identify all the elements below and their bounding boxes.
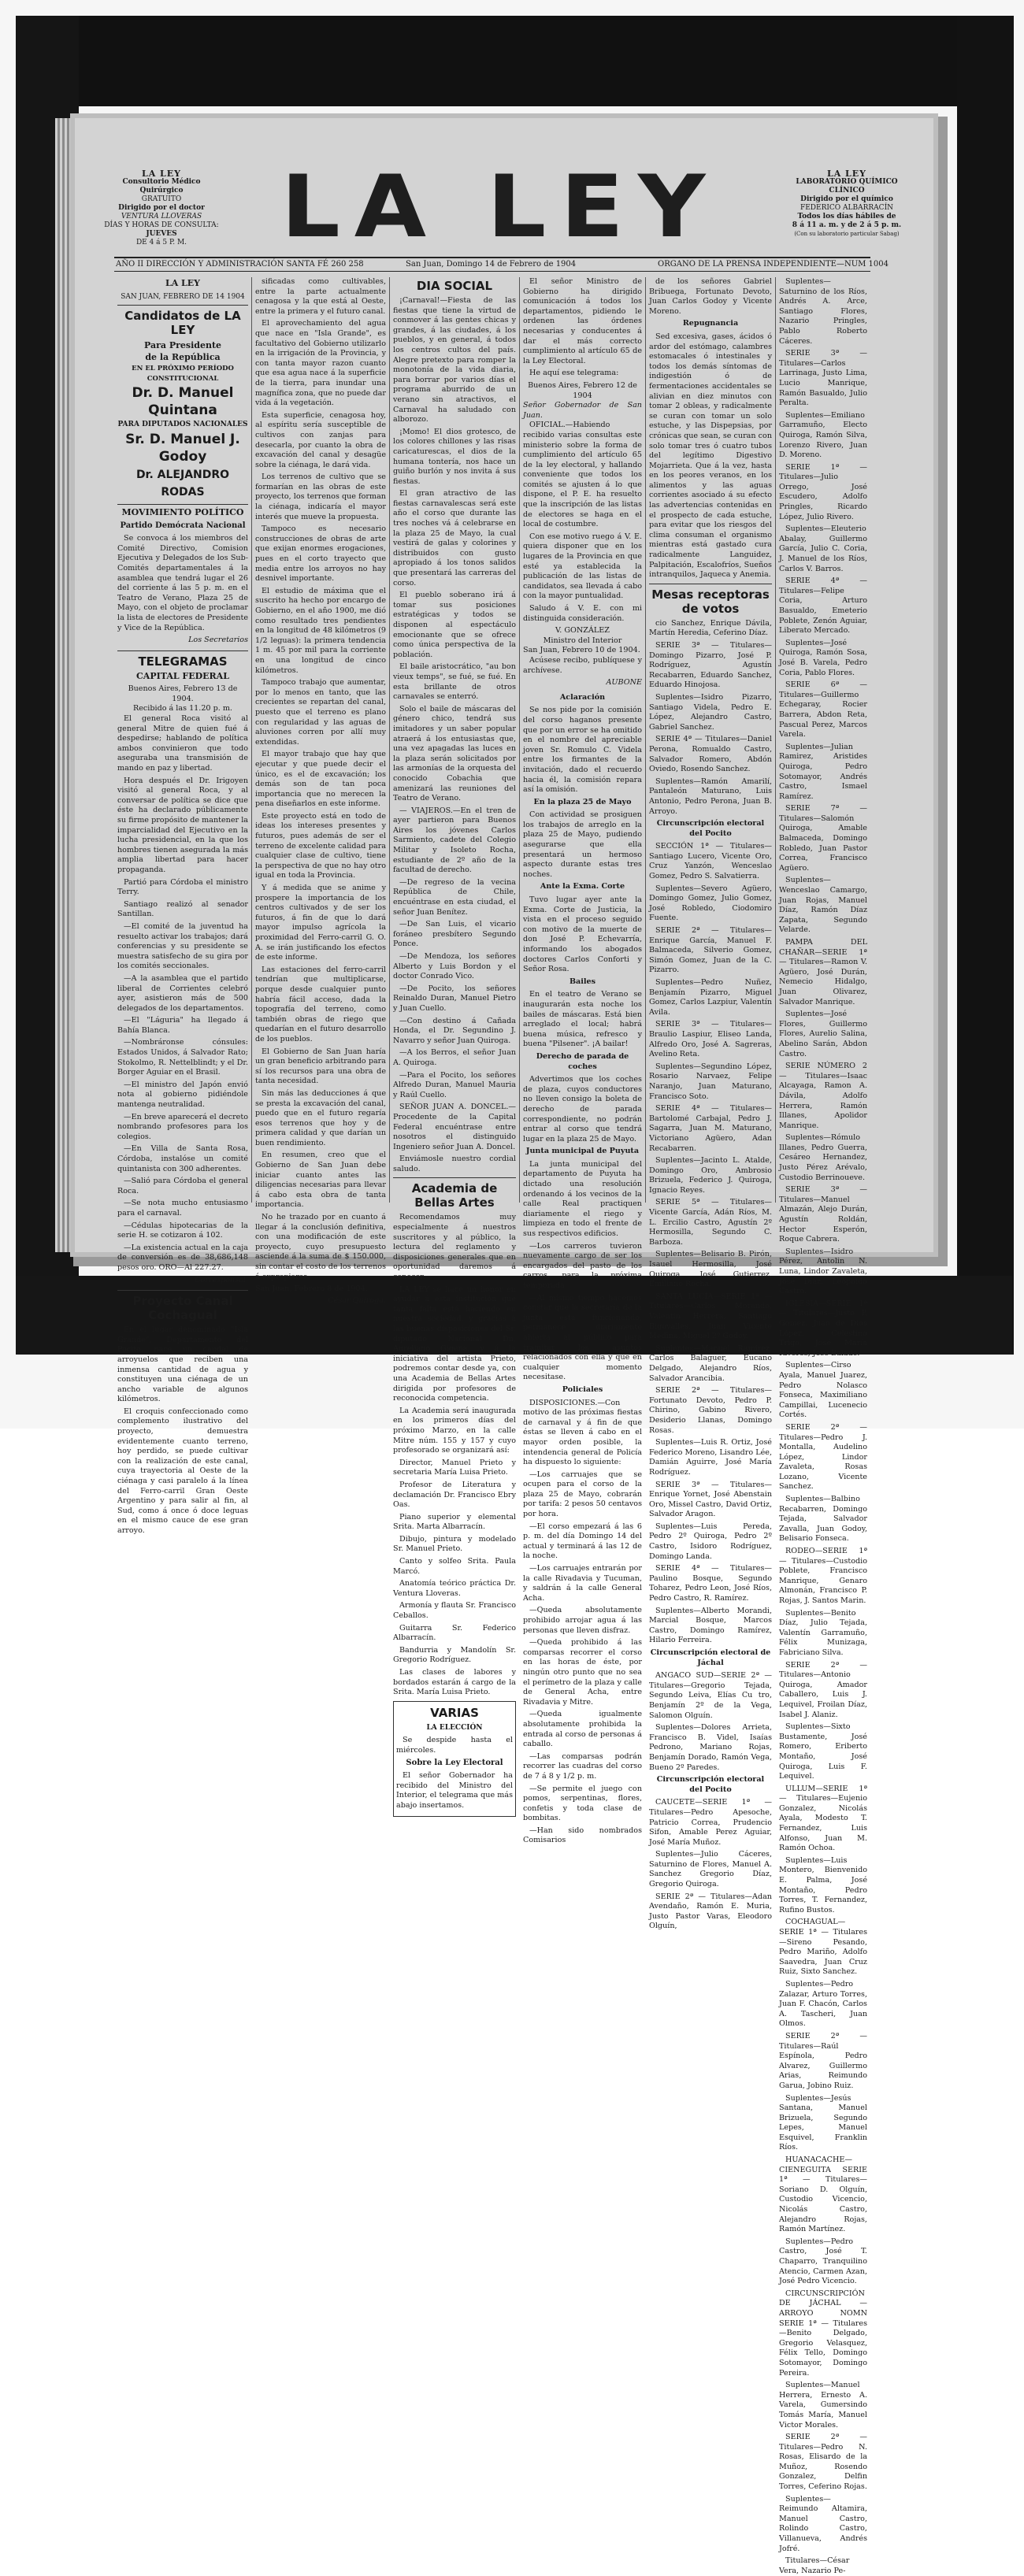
column-4 (520, 277, 646, 1845)
ear-left-title: LA LEY (141, 169, 182, 179)
ear-left-line: JUEVES (146, 230, 177, 238)
paragraph: Suplentes—Julian Ramirez, Aristides Quiroga, Pedro Sotomayor, Andrés Castro, Ismael Ramírez. (779, 742, 867, 801)
paragraph: —De San Luis, el vicario foráneo presbítero Segundo Ponce. (393, 920, 516, 949)
ear-left-line: Consultorio Médico Quirúrgico (122, 178, 201, 195)
paragraph: Suplentes—Jacinto L. Atalde, Domingo Oro, Ambrosio Brizuela, Federico J. Quiroga, Ignacio Reyes. (649, 1156, 772, 1195)
paragraph: La Academia será inaugurada en los primeros días del próximo Marzo, en la calle Mitre núm. 155 y 157 y cuyo profesorado se organizará así: (393, 1406, 516, 1455)
paragraph: Hora después el Dr. Irigoyen visitó al general Roca, y al conversar de política se dice que éste ha declarado públicamente su firme propósito de mantener la imparcialidad del Ejecutivo en la lucha presidencial, en la que los hombres tienen asegurada la más amplia libertad para hacer propaganda. (117, 776, 248, 874)
article-heading: MOVIMIENTO POLÍTICO (121, 506, 244, 517)
paragraph: Tampoco trabajo que aumentar, por lo menos en tanto, que las crecientes se repartan del canal, puesto que el terreno es plano con regularidad y las aguas de aluviones corren por allí muy extendidas. (255, 678, 386, 747)
paragraph: Suplentes—Alberto Morandi, Marcial Bosque, Marcos Castro, Domingo Ramírez, Hilario Ferreira. (649, 1606, 772, 1645)
paragraph: El señor Gobernador ha recibido del Ministro del Interior, el telegrama que más abajo insertamos. (396, 1771, 513, 1810)
article-heading: Policiales (562, 1384, 603, 1394)
ear-right-line: Todos los días hábiles de (797, 213, 896, 221)
paragraph: —El "Láguria" ha llegado á Bahía Blanca. (117, 1016, 248, 1035)
divider (117, 305, 248, 306)
paragraph: Suplentes—Julio Cáceres, Saturnino de Flores, Manuel A. Sanchez Gregorio Díaz, Gregorio Quiroga. (649, 1850, 772, 1889)
paragraph: COCHAGUAL—SERIE 1ª — Titulares—Sireno Pesando, Pedro Mariño, Adolfo Saavedra, Juan Cruz Ruiz, Sixto Sanchez. (779, 1918, 867, 1977)
paragraph: Partió para Córdoba el ministro Terry. (117, 877, 248, 897)
paragraph: Este proyecto está en todo de ideas los intereses presentes y futuros, pues además de ser el terreno de excelente calidad para cualquier clase de cultivo, tiene la perspectiva de que no hay otro igual en toda la Provincia. (255, 811, 386, 880)
paragraph: SERIE 2ª — Titulares—Pedro N. Rosas, Elisardo de la Muñoz, Rosendo Gonzalez, Delfin Torres, Ceferino Rojas. (779, 2433, 867, 2492)
paragraph: —A la asamblea que el partido liberal de Corrientes celebró ayer, asistieron más de 500 delegados de los departamentos. (117, 973, 248, 1013)
paragraph: HUANACACHE—CIENEGUITA SERIE 1ª — Titulares—Soriano D. Olguín, Custodio Vicencio, Nicolás Castro, Alejandro Rojas, Ramón Martínez. (779, 2155, 867, 2234)
article-subheading: Sobre la Ley Electoral (406, 1758, 503, 1767)
paragraph: SERIE 2ª — Titulares—Pedro J. Montalla, Audelino López, Lindor Zavaleta, Rosas Lozano, Vicente Sanchez. (779, 1422, 867, 1492)
paragraph: SERIE 3ª — Titulares—Manuel Almazán, Alejo Durán, Agustín Roldán, Hector Esperón, Roque Cabrera. (779, 1185, 867, 1244)
ear-right-line: LABORATORIO QUÍMICO CLÍNICO (796, 178, 898, 195)
paragraph: Dibujo, pintura y modelado Sr. Manuel Prieto. (393, 1534, 516, 1554)
dateline-left: AÑO II DIRECCIÓN Y ADMINISTRACIÓN SANTA FÉ 260 258 (116, 260, 364, 269)
paragraph: —Queda igualmente absolutamente prohibida la entrada al corso de personas á caballo. (523, 1710, 642, 1749)
divider (393, 1177, 516, 1178)
paragraph: Suplentes—Isidro Pérez, Antolin N. Luna, Lindor Zavaleta, José Díaz, Leopoldo Castro. (779, 1247, 867, 1296)
paragraph: —Nombráronse cónsules: Estados Unidos, á Salvador Rato; Stokolmo, R. Nettelblindt; y el Dr. Borger Aguiar en el Brasil. (117, 1038, 248, 1077)
paragraph: de los señores Gabriel Bribuega, Fortunato Devoto, Juan Carlos Godoy y Vicente Moreno. (649, 277, 772, 316)
paragraph: El baile aristocrático, "au bon vieux temps", se fué, se fué. En esta brillante de otros carnavales se enterró. (393, 662, 516, 702)
paragraph: Director, Manuel Prieto y secretaria María Luisa Prieto. (393, 1458, 516, 1477)
paragraph: —Cédulas hipotecarias de la serie H. se cotizaron á 102. (117, 1221, 248, 1240)
paragraph: Suplentes—Ramón Amarilí, Pantaleón Maturano, Luis Antonio, Pedro Perona, Juan B. Arroyo. (649, 777, 772, 816)
article-heading: En la plaza 25 de Mayo (533, 797, 632, 806)
paragraph: Profesor de Literatura y declamación Dr. Francisco Ebry Oas. (393, 1480, 516, 1510)
ear-left-line: DE 4 á 5 P. M. (135, 239, 187, 246)
paragraph: SERIE 2ª — Titulares—Fortunato Devoto, Pedro P. Chirino, Gabino Rivero, Desiderio Llanas, Domingo Rosas. (649, 1386, 772, 1435)
paragraph: Piano superior y elemental Srita. Marta Albarracín. (393, 1512, 516, 1532)
paragraph: Suplentes—Pedro Castro, José T. Chaparro, Tranquilino Atencio, Carmen Azan, José Pedro Vicencio. (779, 2237, 867, 2286)
paragraph: Tuvo lugar ayer ante la Exma. Corte de Justicia, la vista en el proceso seguido con motivo de la muerte de don José P. Echevarría, informando los abogados doctores Carlos Conforti y Señor Rosa. (523, 895, 642, 974)
paragraph: El mayor trabajo que hay que ejecutar y que puede decir el único, es el de excavación; los demás son de tan poca importancia que no merecen la pena diseñarlos en este informe. (255, 750, 386, 809)
article-heading: Proyecto Canal Cochagual (132, 1294, 233, 1323)
paragraph: Armonía y flauta Sr. Francisco Ceballos. (393, 1601, 516, 1621)
article-heading: Circunscripción electoral del Pocito (656, 1775, 765, 1794)
ear-left-line: GRATUITO (141, 195, 182, 203)
paragraph: SERIE 5ª — Titulares—Vicente García, Adán Ríos, M. L. Ercilio Castro, Agustín 2º Hermosilla, Segundo C. Barboza. (649, 1198, 772, 1247)
paragraph: SANTA LUCÍA—SERIE 1ª — Titulares—Carlos Morando, Valentín Herrera, Santiago Bigovalles, Juan Vicente Medina, Miguel 2º Godoy. (649, 1292, 772, 1341)
paragraph: ¡Carnaval!—Fiesta de las fiestas que tiene la virtud de conmover á las gentes chicas y grandes, á las ciudades, á los pueblos, y en general, á todos los centros cultos del país. Alegre pretexto para romper la monotonía de la vida diaria, para borrar por varios días el programa aburrido de un verano sin atractivos, el Carnaval ha saludado con alborozo. (393, 296, 516, 424)
paragraph: CAUCETE—SERIE 1ª — Titulares—Pedro Apesoche, Patricio Correa, Prudencio Sifon, Amable Perez Aguiar, José María Muñoz. (649, 1798, 772, 1847)
paragraph: SEÑOR JUAN A. DONCEL.—Procedente de la Capital Federal encuéntrase entre nosotros el distinguido Ingeniero señor Juan A. Doncel. (393, 1103, 516, 1151)
column-5 (646, 277, 776, 1931)
paragraph: Suplentes—Luis Pereda, Pedro 2º Quiroga, Pedro 2º Castro, Isidoro Rodríguez, Domingo Landa. (649, 1522, 772, 1561)
paragraph: Suplentes—Severo Agüero, Domingo Gomez, Julio Gomez, José Robledo, Ciodomiro Fuente. (649, 884, 772, 923)
paragraph: OFICIAL.—Habiendo recibido varias consultas este ministerio sobre la forma de cumplimiento del artículo 65 de la ley electoral, y hallando conveniente que todos los comités se ajusten á lo que dispone, el P. E. ha resuelto que la inscripción de las listas de electores se haga en el local de costumbre. (523, 421, 642, 529)
paragraph: cio Sanchez, Enrique Dávila, Martín Heredia, Ceferino Díaz. (649, 618, 772, 638)
section-heading: LA LEY (165, 278, 201, 288)
paragraph: —Los carruajes entrarán por la calle Rivadavia y Tucuman, y saldrán á la calle General Acha. (523, 1564, 642, 1603)
signature-title: Ministro del Interior (543, 636, 622, 645)
article-subheading: Partido Demócrata Nacional (120, 521, 246, 530)
article-subheading: CAPITAL FEDERAL (136, 670, 229, 681)
paragraph: SERIE 4ª — Titulares—Daniel Perona, Romualdo Castro, Salvador Romero, Abdón Oviedo, Rosendo Sanchez. (649, 735, 772, 774)
paragraph: —En Villa de Santa Rosa, Córdoba, instalóse un comité quintanista con 300 adherentes. (117, 1144, 248, 1173)
paragraph: Suplentes—Luis Montero, Bienvenido E. Palma, José Montaño, Pedro Torres, T. Fernandez, Rufino Bustos. (779, 1855, 867, 1914)
paragraph: El croquis confeccionado como complemento ilustrativo del proyecto, demuestra evidentemente cuanto terreno, hoy perdido, se puede cultivar con la realización de este canal, cuya trayectoria al Oeste de la ciénaga y casi paralelo á la línea del Ferro-carril Gran Oeste Argentino y para salir al fin, al Sud, como á once ó doce leguas en el mismo cauce de ese gran arroyo. (117, 1407, 248, 1535)
ear-left-line: VENTURA LLOVERAS (121, 213, 202, 221)
dateline: San Juan, Febrero 10 de 1904. (523, 646, 640, 655)
divider (117, 650, 248, 651)
paragraph: Sed excesiva, gases, ácidos ó ardor del estómago, calambres estomacales ó intestinales y todos los demás síntomas de indigestión ó de fermentaciones accidentales se alivian en diez minutos con tomar 2 obleas, y radicalmente se curan con tomar un solo estuche, y las Dispepsias, por crónicas que sean, se curan con solo tomar tres ó cuatro tubos del legítimo Digestivo Mojarrieta. Que á la vez, hasta en los peores veranos, en los alimentos y las aguas corrientes asociado á su efecto las advertencias contenidas en el prospecto de cada estuche, para evitar que los riesgos del clima consuman el organismo mientras está gastado cura radicalmente Languidez, Palpitación, Escalofríos, Sueños intranquilos, Jaqueca y Anemia. (649, 332, 772, 580)
paragraph: Enviámosle nuestro cordial saludo. (393, 1155, 516, 1173)
paragraph: Bandurria y Mandolín Sr. Gregorio Rodríguez. (393, 1645, 516, 1665)
ear-right-title: LA LEY (826, 169, 867, 179)
paragraph: —En breve aparecerá el decreto nombrando profesores para los colegios. (117, 1112, 248, 1141)
film-border-right (957, 16, 1014, 1355)
paragraph: —A los Berros, el señor Juan A. Quiroga. (393, 1048, 516, 1067)
paragraph: Guitarra Sr. Federico Albarracín. (393, 1623, 516, 1643)
paragraph: El gran atractivo de las fiestas carnavalescas será este año el corso que durante las tres noches vá á celebrarse en la plaza 25 de Mayo, la cual vestirá de galas y colorines y distribuidos con gusto apropiado á los tonos salidos que presentará las carreras del corso. (393, 489, 516, 587)
ear-right-line: 8 á 11 a. m. y de 2 á 5 p. m. (792, 221, 902, 229)
signature: AUBONE (606, 678, 642, 688)
paragraph: Suplentes—Balbino Recabarren, Domingo Tejada, Salvador Zavalla, Juan Godoy, Belisario Fonseca. (779, 1495, 867, 1544)
paragraph: Sin más las deducciones á que se presta la excavación del canal, puedo que en el futuro regaría esos terrenos que hoy y de primera calidad y que darían un buen rendimiento. (255, 1088, 386, 1147)
paragraph: Suplentes—Reimundo Altamira, Manuel Castro, Rolindo Castro, Villanueva, Andrés Jofré. (779, 2494, 867, 2553)
paragraph: sificadas como cultivables, entre la parte actualmente cenagosa y la que está al Oeste, entre la primera y el futuro canal. (255, 277, 386, 316)
paragraph: SERIE NÚMERO 2 — Titulares—Isaac Alcayaga, Ramon A. Dávila, Adolfo Herrera, Ramón Illanes, Apolidor Manrique. (779, 1062, 867, 1130)
paragraph: Con ese motivo ruego á V. E. quiera disponer que en los lugares de la Provincia en que esté ya establecida la publicación de las listas de candidatos, sea llevada á cabo con la mayor puntualidad. (523, 532, 642, 601)
paragraph: Suplentes—Wenceslao Camargo, Juan Rojas, Manuel Díaz, Ramón Díaz Zapata, Segundo Velarde. (779, 876, 867, 935)
paragraph: SERIE 3ª — Titulares—Carlos Larrinaga, Justo Lima, Lucio Manrique, Ramón Basualdo, Julio Peralta. (779, 349, 867, 408)
paragraph: Santiago realizó al senador Santillan. (117, 899, 248, 919)
newspaper-title: LA LEY (280, 156, 720, 257)
paragraph: —Los carreros tuvieron nuevamente cargo de ser los encargados del pasto de los carros, para la próxima temporada. (523, 1241, 642, 1290)
paragraph: Las estaciones del ferro-carril tendrían que multiplicarse, porque desde cualquier punto habría fácil acceso, dada la topografía del terreno, como también obras de riego que quedarían en el futuro desarrollo de los pueblos. (255, 965, 386, 1043)
paragraph: —Salió para Córdoba el general Roca. (117, 1177, 248, 1195)
paragraph: LA LEY se hace un honor en ayudar á esta institución que tanta falta está haciendo en nuestra sociedad, y gracias á las buenas disposiciones del Sr. diputado Nacional Dn. Aureliano Gigena, y á la iniciativa del artista Prieto, podremos contar desde ya, con una Academia de Bellas Artes dirigida por profesores de reconocida competencia. (393, 1284, 516, 1403)
paragraph: Canto y solfeo Srita. Paula Marcó. (393, 1557, 516, 1576)
paragraph: SERIE 4ª — Titulares—Paulino Bosque, Segundo Toharez, Pedro Leon, José Ríos, Pedro Castro, R. Ramírez. (649, 1564, 772, 1603)
paragraph: Se nos pide por la comisión del corso haganos presente que por un error se ha omitido en el nombre del apreciable joven Sr. Romulo C. Videla entre los firmantes de la invitación, dado el recuerdo hacia él, la comisión repara así la omisión. (523, 706, 642, 795)
ear-right-line: FEDERICO ALBARRACÍN (800, 204, 893, 212)
paragraph: El pueblo soberano irá á tomar sus posiciones estratégicas y todos se disponen al espectáculo emocionante que se ofrece como única perspectiva de la población. (393, 591, 516, 659)
paragraph: —Se permite el juego con pomos, serpentinas, flores, confetis y toda clase de bombitas. (523, 1784, 642, 1823)
article-heading: Junta municipal de Puyuta (525, 1147, 640, 1156)
dateline: Recibido á las 11.20 p. m. (133, 704, 232, 713)
article-columns (114, 277, 870, 2575)
paragraph: Suplentes—Dolores Arrieta, Francisco B. Videl, Isaías Pedrono, Mariano Rojas, Benjamín Dorado, Ramón Vega, Bueno 2º Paredes. (649, 1723, 772, 1772)
paragraph: Suplentes—Luis R. Ortiz, José Federico Moreno, Lisandro Lée, Damián Aguirre, José María Rodríguez. (649, 1438, 772, 1477)
paragraph: La junta municipal del departamento de Puyuta ha dictado una resolución ordenando á los vecinos de la calle Real practiquen diariamente el riego y limpieza en todo el frente de sus respectivos edificios. (523, 1159, 642, 1239)
paragraph: CIRCUNSCRIPCIÓN DE JÁCHAL — ARROYO NOMN SERIE 1ª — Titulares—Benito Delgado, Gregorio Velasquez, Félix Tello, Domingo Sotomayor, Domingo Pereira. (779, 2289, 867, 2378)
dateline: Buenos Aires, Febrero 13 de 1904. (128, 684, 238, 703)
paragraph: —De regreso de la vecina República de Chile, encuéntrase en esta ciudad, el señor Juan Benítez. (393, 877, 516, 917)
column-2 (252, 277, 390, 1305)
paragraph: Acúsese recibo, publíquese y archívese. (523, 655, 642, 675)
paragraph: Advertimos que los coches de plaza, cuyos conductores no lleven consigo la boleta de derecho de parada correspondiente, no podrán entrar al corso que tendrá lugar en la plaza 25 de Mayo. (523, 1075, 642, 1143)
article-heading: Candidatos de LA LEY (124, 309, 241, 338)
paragraph: —El comité de la juventud ha resuelto activar los trabajos; dará conferencias y su presidente se muestra satisfecho de su gira por los comités seccionales. (117, 921, 248, 971)
paragraph: —De Pocito, los señores Reinaldo Duran, Manuel Pietro y Juan Cuello. (393, 984, 516, 1013)
paragraph: SERIE 4ª — Titulares—Felipe Coria, Arturo Basualdo, Emeterio Poblete, Zenón Aguiar, Liberato Mercado. (779, 576, 867, 636)
signature: V. GONZÁLEZ (555, 626, 610, 636)
article-heading: Mesas receptoras de votos (651, 587, 770, 616)
paragraph: SERIE 2ª — Titulares—Antonio Quiroga, Amador Caballero, Luis J. Lequivel, Froilan Díaz, Isabel J. Alaniz. (779, 1660, 867, 1719)
dateline: Buenos Aires, Febrero 12 de 1904 (528, 380, 637, 400)
article-heading: Academia de Bellas Artes (411, 1181, 498, 1210)
article-subheading: LA ELECCIÓN (426, 1723, 483, 1732)
paragraph: Suplentes—Benito Díaz, Julio Tejada, Valentín Garramuño, Félix Munizaga, Fabriciano Silva. (779, 1608, 867, 1657)
paragraph: Suplentes—Eleuterio Abalay, Guillermo García, Julio C. Coria, J. Manuel de los Ríos, Carlos V. Barros. (779, 524, 867, 573)
article-heading: DIA SOCIAL (416, 279, 493, 293)
dateline: San Juan, Febrero 8 de 1904. (255, 1284, 368, 1294)
article-heading: Aclaración (559, 692, 606, 702)
candidate-name: Sr. D. Manuel J. Godoy (125, 431, 240, 465)
paragraph: Suplentes—Isidro Pizarro, Santiago Videla, Pedro E. López, Alejandro Castro, Gabriel Sanchez. (649, 692, 772, 732)
signature: César Quiroga. (328, 1295, 386, 1305)
candidate-line: PARA DIPUTADOS NACIONALES (117, 421, 248, 429)
column-1 (114, 277, 252, 1535)
paragraph: SERIE 4ª — Titulares—Bartolomé Carbajal, Pedro J. Sagarra, Juan M. Maturano, Victoriano Agüero, Adan Recabarren. (649, 1104, 772, 1153)
article-heading: Repugnancia (682, 319, 739, 328)
divider (117, 504, 248, 505)
paragraph: SERIE 3ª — Titulares—Braulio Laspiur, Eliseo Landa, Alfredo Oro, José A. Sagreras, Avelino Reta. (649, 1020, 772, 1059)
paragraph: Suplentes—José Flores, Guillermo Flores, Aurelio Salina, Abelino Sarán, Abdon Castro. (779, 1010, 867, 1058)
paragraph: SERIE 7ª — Titulares—Salomón Quiroga, Amable Balmaceda, Domingo Robledo, Juan Pastor Correa, Francisco Agüero. (779, 804, 867, 873)
article-heading: Ante la Exma. Corte (540, 882, 625, 891)
paragraph: Suplentes—Manuel Herrera, Ernesto A. Varela, Gumersindo Tomás María, Manuel Victor Morales. (779, 2381, 867, 2430)
paragraph: —La existencia actual en la caja de conversión es de 38,686,148 pesos oro. ORO—Al 227.27. (117, 1243, 248, 1272)
paragraph: He aquí ese telegrama: (529, 369, 619, 378)
paragraph: Se despide hasta el miércoles. (396, 1736, 513, 1755)
paragraph: —El ministro del Japón envió nota al gobierno pidiéndole mantenga neutralidad. (117, 1080, 248, 1110)
paragraph: —El corso empezará á las 6 p. m. del día Domingo 14 del actual y terminará á las 12 de la noche. (523, 1522, 642, 1561)
paragraph: Suplentes—Rómulo Illanes, Pedro Guerra, Cesáreo Hernandez, Justo Pérez Arévalo, Custodio Berrinoueve. (779, 1133, 867, 1182)
paragraph: Saludo á V. E. con mi distinguida consideración. (523, 604, 642, 623)
paragraph: — VIAJEROS.—En el tren de ayer partieron para Buenos Aires los jóvenes Carlos Sarmiento, cadete del Colegio Militar y Isoleto Rocha, estudiante de 2º año de la facultad de derecho. (393, 806, 516, 875)
article-heading: Circunscripción electoral del Pocito (656, 819, 765, 838)
paragraph: —Queda absolutamente prohibido arrojar agua á las personas que lleven disfraz. (523, 1606, 642, 1635)
paragraph: Suplentes—Sixto Bustamente, José Romero, Eriberto Montaño, José Quiroga, Luis F. Lequivel. (779, 1722, 867, 1781)
paragraph: SECCIÓN 1ª — Titulares—Santiago Lucero, Vicente Oro, Cruz Yanzón, Wenceslao Gomez, Pedro S. Salvatierra. (649, 842, 772, 881)
signature: Corresponsal. (195, 1275, 248, 1284)
varias-box (393, 1701, 516, 1817)
paragraph: El Gobierno de San Juan haría un gran beneficio arbitrando para sí los recursos para una obra de tanta necesidad. (255, 1047, 386, 1086)
paragraph: —Queda prohibido á las comparsas recorrer el corso en las horas de éste, por ningún otro punto que no sea el perímetro de la plaza y calle de General Acha, entre Rivadavia y Mitre. (523, 1638, 642, 1707)
paragraph: Suplentes—Pedro Zalazar, Arturo Torres, Juan F. Chacón, Carlos A. Tascheri, Juan Olmos. (779, 1979, 867, 2029)
paragraph: —Las comparsas podrán recorrer las cuadras del corso de 7 á 8 y 1/2 p. m. (523, 1751, 642, 1781)
dateline-right: ORGANO DE LA PRENSA INDEPENDIENTE—NUM 1004 (658, 260, 889, 269)
paragraph: IGLESIA—SERIE 1ª — Titulares—Justo P. Gomez, Juan de Dios López, Celestino Trigo, José María Riveros, José Balado. (779, 1299, 867, 1358)
ear-left-line: Dirigido por el doctor (118, 204, 205, 212)
paragraph: Con actividad se prosiguen los trabajos de arreglo en la plaza 25 de Mayo, pudiendo asegurarse que ella presentará un hermoso aspecto durante estas tres noches. (523, 810, 642, 879)
dateline-bar (114, 257, 889, 272)
paragraph: No he trazado por en cuanto á llegar á la conclusión definitiva, con una modificación de este proyecto, cuyo presupuesto asciende á la suma de $ 150.000, sin contar el costo de los terrenos á expropiarse. (255, 1213, 386, 1281)
paragraph: ¡Momo! El dios grotesco, de los colores chillones y las risas caricaturescas, el dios de la humana tontería, nos hace un guiño burlón y nos invita á sus fiestas. (393, 427, 516, 486)
candidate-line: Para Presidente (143, 340, 222, 351)
paragraph: Suplentes—Saturnino de los Ríos, Andrés A. Arce, Santiago Flores, Nazario Pringles, Pablo Roberto Cáceres. (779, 277, 867, 346)
dateline-date: San Juan, Domingo 14 de Febrero de 1904 (406, 260, 577, 269)
paragraph: Suplentes—José Quiroga, Ramón Sosa, José B. Varela, Pedro Coria, Pablo Flores. (779, 638, 867, 677)
paragraph: Recomendamos muy especialmente á nuestros suscritores y al público, la lectura del reglamento y disposiciones generales que en oportunidad daremos á conocer. (393, 1213, 516, 1282)
paragraph: ANGACO SUD—SERIE 2ª — Titulares—Gregorio Tejada, Segundo Leiva, Elías Cu tro, Benjamín 2º de la Vega, Salomon Olguín. (649, 1671, 772, 1720)
paragraph: Anatomía teórico práctica Dr. Ventura Lloveras. (393, 1579, 516, 1598)
candidate-name: Dr. D. Manuel Quintana (132, 385, 234, 419)
paragraph: Solo el baile de máscaras del género chico, tendrá sus imitadores y un saber popular atraerá á los entusiastas que, una vez apagadas las luces en la plaza serán solicitados por las armonías de la orquesta del conocido Cobachia que amenizará las reuniones del Teatro de Verano. (393, 704, 516, 803)
paragraph: —Para el Pocito, los señores Alfredo Duran, Manuel Mauria y Raúl Cuello. (393, 1070, 516, 1099)
paragraph: SERIE 2ª — Titulares—Raúl Espínola, Pedro Alvarez, Guillermo Arias, Reimundo Garua, Jobino Ruiz. (779, 2031, 867, 2090)
paragraph: Titulares—César Vera, Nazario Pe- (779, 2556, 850, 2575)
paragraph: SERIE 2ª — Titulares—Enrique García, Manuel F. Balmaceda, Silverio Gomez, Simón Gomez, Juan de la C. Pizarro. (649, 926, 772, 975)
paragraph: —Los carruajes que se ocupen para el corso de la plaza 25 de Mayo, cobrarán por tarifa: 2 pesos 50 centavos por hora. (523, 1470, 642, 1519)
article-heading: VARIAS (430, 1705, 479, 1720)
paragraph: SERIE 3ª — Titulares—Domingo Pizarro, José P. Rodríguez, Agustín Recabarren, Eduardo Sanchez, Eduardo Hinojosa. (649, 641, 772, 690)
ear-right-line: Dirigido por el químico (800, 195, 893, 203)
paragraph: Suplentes—Jesús Santana, Manuel Brizuela, Segundo Lepes, Manuel Esquivel, Franklin Ríos. (779, 2093, 867, 2152)
paragraph: El estudio de máxima que el suscrito ha hecho por encargo de Gobierno, en el año 1900, me dió como resultado tres pendientes en la longitud de 48 kilómetros (9 1/2 leguas): la primera tendencia 1 m. 45 por mil para la corriente en una longitud de cinco kilómetros. (255, 586, 386, 675)
ear-right (788, 169, 906, 239)
paragraph: Suplentes—Pedro Nuñez, Benjamín Pizarro, Miguel Gomez, Carlos Lazpiur, Valentín Avila. (649, 978, 772, 1017)
candidate-line: de la República (145, 352, 221, 363)
paragraph: —Se nota mucho entusiasmo para el carnaval. (117, 1199, 248, 1218)
film-border-top (16, 16, 1012, 106)
issue-date: SAN JUAN, FEBRERO DE 14 1904 (121, 292, 245, 301)
paragraph: ULLUM—SERIE 1ª — Titulares—Eujenio Gonzalez, Nicolás Ayala, Modesto T. Fernandez, Luis Alfonso, Juan M. Ramón Ochoa. (779, 1784, 867, 1853)
paragraph: —Han sido nombrados Comisarios (523, 1825, 642, 1845)
ear-left-line: DÍAS Y HORAS DE CONSULTA: (104, 221, 219, 229)
paragraph: El aprovechamiento del agua que nace en "Isla Grande", es facultativo del Gobierno utilizarlo en la irrigación de la Provincia, y con tanta mayor razon cuanto que esa agua nace á la superficie de la tierra, para inundar una magnífica zona, que no puede dar vida á la vegetación. (255, 319, 386, 408)
paragraph: —Al mismo tiempo hacemos constar que la secretaría de la junta está funcionando, permanece diariamente abierta al público para tramitar los asuntos relacionados con ella y que en cualquier momento necesitase. (523, 1293, 642, 1382)
paragraph: Suplentes—Cirso Ayala, Manuel Juarez, Pedro Nolasco Fonseca, Maximiliano Campillai, Lucenecio Cortés. (779, 1361, 867, 1420)
paragraph: —De Mendoza, los señores Alberto y Luis Bordon y el doctor Conrado Vico. (393, 952, 516, 981)
article-heading: Derecho de parada de coches (536, 1051, 629, 1071)
divider (117, 1290, 248, 1291)
masthead (102, 156, 902, 257)
candidate-line: EN EL PRÓXIMO PERÍODO CONSTITUCIONAL (132, 365, 234, 383)
candidate-name: Dr. ALEJANDRO RODAS (135, 468, 230, 499)
column-6 (776, 277, 870, 2575)
article-heading: TELEGRAMAS (138, 654, 228, 669)
paragraph: SERIE 3ª — Titulares—Enrique Yornet, José Abenstain Oro, Missel Castro, David Ortiz, Salvador Aragon. (649, 1480, 772, 1519)
paragraph: Las clases de labores y bordados estarán á cargo de la Srita. María Luisa Prieto. (393, 1668, 516, 1697)
paragraph: Suplentes—Emiliano Garramuño, Electo Quiroga, Ramón Silva, Lorenzo Rivero, Juan D. Moreno. (779, 410, 867, 460)
paragraph: Se convoca á los miembros del Comité Directivo, Comision Ejecutiva y Delegados de los Sub-Comités departamentales á la asamblea que tendrá lugar el 26 del corriente á las 5 p. m. en el Teatro de Verano, Plaza 25 de Mayo, con el objeto de proclamar la lista de electores de Presidente y Vice de la República. (117, 534, 248, 632)
article-heading: Circunscripción electoral de Jáchal (650, 1648, 771, 1667)
paragraph: En resumen, creo que el Gobierno de San Juan debe iniciar cuanto antes las diligencias necesarias para llevar á cabo esta obra de tanta importancia. (255, 1151, 386, 1210)
column-3 (390, 277, 520, 1810)
paragraph: Esta superficie, cenagosa hoy, al espíritu sería susceptible de cultivos con zanjas para desecarla, por cuanto la obra de excavación del canal y desagüe sobre la ciénaga, le dará vida. (255, 410, 386, 469)
paragraph: En el lugar denominado "Isla Grande", Departamento del Pocito, nace un caudal de arroyuelos que reciben una inmensa cantidad de agua y constituyen una ciénaga de un ancho variable de algunos kilómetros. (117, 1325, 248, 1404)
signature: Los Secretarios (188, 636, 248, 645)
paragraph: El general Roca visitó al general Mitre de quien fué á despedirse; hablando de política ambos convinieron que todo aseguraba una transmisión de mando en paz y libertad. (117, 714, 248, 773)
paragraph: RODEO—SERIE 1ª — Titulares—Custodio Poblete, Francisco Manrique, Genaro Almonán, Francisco P. Rojas, J. Santos Marin. (779, 1547, 867, 1605)
ear-right-line: (Con su laboratorio particular Sabag) (794, 231, 900, 237)
paragraph: Y á medida que se anime y prospere la importancia de los centros cultivados y de ser los futuros, á fin de que lo dará mayor impulso agrícola la proximidad del Ferro-carril G. O. A. se irán justificando los efectos de este informe. (255, 884, 386, 962)
paragraph: PAMPA DEL CHAÑAR—SERIE 1ª — Titulares—Ramon V. Agüero, José Durán, Nemecio Hidalgo, Juan Olivarez, Salvador Manrique. (779, 938, 867, 1006)
paragraph: Suplentes—Segundino López, Rosario Narvaez, Felipe Naranjo, Juan Maturano, Francisco Soto. (649, 1062, 772, 1101)
paragraph: SERIE 1ª — Titulares—Julio Orrego, José Escudero, Adolfo Pringles, Ricardo López, Julio Rivero. (779, 462, 867, 521)
paragraph: Tampoco es necesario construcciones de obras de arte que exijan enormes erogaciones, pues en el corto trayecto que media entre los arroyos no hay desnivel importante. (255, 524, 386, 584)
paragraph: Los terrenos de cultivo que se formarían en las obras de este proyecto, los terrenos que forman la ciénaga, indicaría el mayor interés que mueve la propuesta. (255, 473, 386, 521)
paragraph: DISPOSICIONES.—Con motivo de las próximas fiestas de carnaval y á fin de que éstas se lleven á cabo en el mayor orden posible, la intendencia general de Policía ha dispuesto lo siguiente: (523, 1398, 642, 1467)
article-heading: Bailes (569, 977, 596, 986)
paragraph: En el teatro de Verano se inaugurarán esta noche los bailes de máscaras. Está bien arreglado el local; habrá buena música, refresco y buena "Pilsener". ¡A bailar! (523, 990, 642, 1049)
paragraph: SERIE 2ª — Titulares—Adan Avendaño, Ramón E. Muria, Justo Pastor Varas, Eleodoro Olguín, (649, 1892, 772, 1931)
dateline: Señor Gobernador de San Juan. (523, 401, 642, 420)
paragraph: Suplentes—Manuel Ramírez, Carlos Balaguer, Eucano Delgado, Alejandro Ríos, Salvador Arancibia. (649, 1344, 772, 1383)
paragraph: SERIE 6ª — Titulares—Guillermo Echegaray, Rocier Barrera, Abdon Reta, Pascual Perez, Marcos Varela. (779, 680, 867, 739)
paragraph: Suplentes—Belisario B. Pirón, Isauel Hermosilla, José Quiroga, José Gutierrez, Emiliano Rocha. (649, 1250, 772, 1289)
paragraph: —Con destino á Cañada Honda, el Dr. Segundino J. Navarro y señor Juan Quiroga. (393, 1016, 516, 1045)
paragraph: El señor Ministro de Gobierno ha dirigido comunicación á todos los departamentos, pidiendo le ordenen las órdenes necesarias y conducentes á dar el más correcto cumplimiento al artículo 65 de la Ley Electoral. (523, 277, 642, 365)
